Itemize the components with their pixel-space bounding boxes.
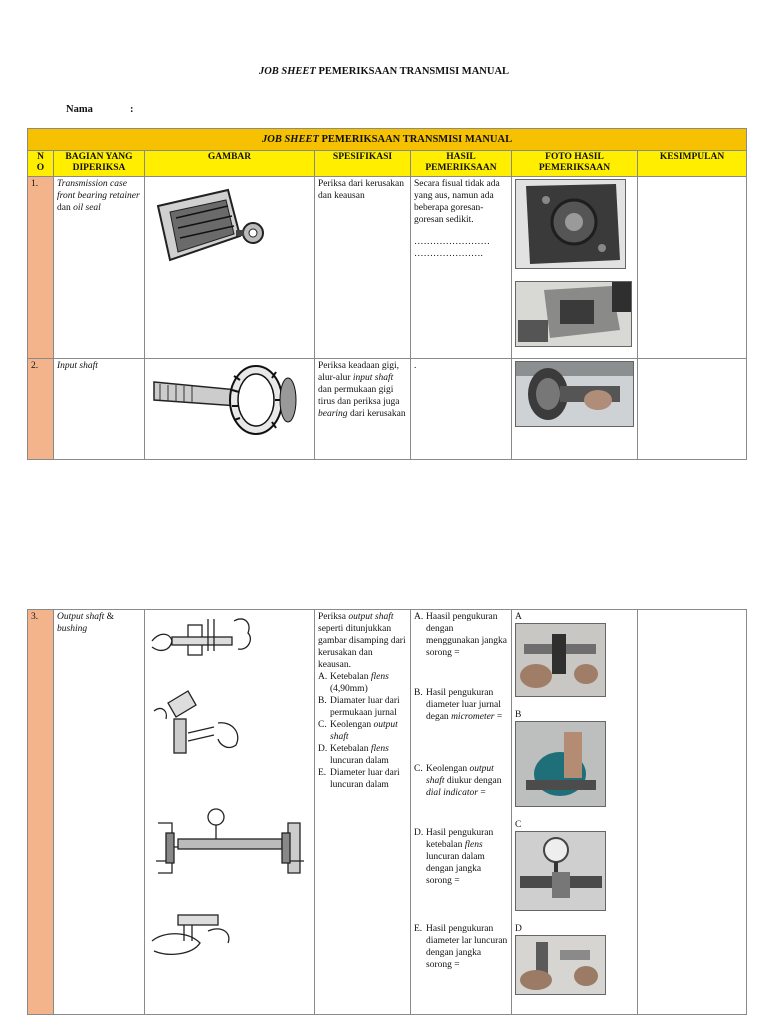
result-dots-2: …………………. [414, 249, 483, 259]
photo-c-dial-indicator [515, 831, 606, 911]
part-name-italic2: bushing [57, 624, 88, 634]
list-key: E. [318, 768, 327, 778]
list-item [318, 671, 407, 695]
list-text: Hasil pengukuran diameter lar luncuran dengan jangka sorong = [426, 924, 508, 970]
list-text: Hasil pengukuran ketebalan [426, 828, 494, 850]
list-item [318, 767, 407, 791]
photo-d-caliper [515, 935, 606, 995]
list-italic: flens [370, 744, 389, 754]
list-italic: micrometer [451, 712, 495, 722]
list-key: A. [414, 612, 424, 622]
list-text: Haasil pengukuran dengan menggunakan jangka sorong = [426, 612, 507, 658]
list-key: E. [414, 924, 423, 934]
list-key: C. [318, 720, 327, 730]
header-no [28, 151, 54, 177]
list-text: Hasil pengukuran diameter luar jurnal degan [426, 688, 501, 722]
photo-label-d: D [515, 924, 522, 934]
row-number: 2. [28, 359, 54, 460]
list-text: Ketebalan [330, 744, 371, 754]
list-item [414, 923, 508, 971]
photo-b-micrometer [515, 721, 606, 807]
spec-list [318, 671, 407, 791]
spec-text-1: Periksa keadaan gigi, alur-alur [318, 361, 399, 383]
photo-input-shaft [515, 361, 634, 427]
row-drawing [145, 177, 315, 359]
list-text-2: luncuran dalam dengan jangka sorong = [426, 852, 485, 886]
header-no-line2: O [36, 163, 45, 173]
list-text-2: luncuran dalam [330, 756, 389, 766]
part-name-rest: & [104, 612, 115, 622]
row-photo [512, 610, 638, 1015]
row-conclusion [638, 610, 747, 1015]
row-specification [315, 610, 411, 1015]
row-conclusion [638, 177, 747, 359]
row-conclusion [638, 359, 747, 460]
header-gambar: GAMBAR [145, 151, 315, 177]
list-text: Keolengan [426, 764, 470, 774]
name-colon: : [130, 104, 134, 115]
row-result [411, 610, 512, 1015]
row-part [54, 610, 145, 1015]
row-photo [512, 359, 638, 460]
spec-text-3: dari kerusakan [347, 409, 406, 419]
photo-label-c: C [515, 820, 522, 830]
list-italic: flens [370, 672, 389, 682]
header-spesifikasi: SPESIFIKASI [315, 151, 411, 177]
list-italic: output shaft [330, 720, 398, 742]
list-text: Diameter luar dari luncuran dalam [330, 768, 400, 790]
table-row [28, 359, 747, 460]
job-sheet-table-continued [27, 609, 747, 1015]
list-item [414, 763, 508, 827]
spec-italic-1: input shaft [352, 373, 394, 383]
list-text: Diamater luar dari permukaan jurnal [330, 696, 400, 718]
row-photo [512, 177, 638, 359]
row-number: 3. [28, 610, 54, 1015]
spec-intro-1: Periksa [318, 612, 349, 622]
list-key: A. [318, 672, 328, 682]
list-key: D. [318, 744, 328, 754]
photo-label-b: B [515, 710, 522, 720]
list-item [414, 827, 508, 923]
list-key: C. [414, 764, 423, 774]
spec-text-2: dan permukaan gigi tirus dan periksa juga [318, 385, 400, 407]
input-shaft-drawing [148, 360, 308, 440]
row-drawing [145, 610, 315, 1015]
row-result [411, 177, 512, 359]
list-key: B. [414, 688, 423, 698]
row-part [54, 359, 145, 460]
photo-label-a: A [515, 612, 522, 622]
list-italic: flens [464, 840, 483, 850]
header-no-line1: N [37, 152, 44, 162]
part-name-italic: Input shaft [57, 361, 98, 371]
list-text-3: = [478, 788, 486, 798]
document-title [0, 66, 768, 77]
list-italic-2: dial indicator [426, 788, 478, 798]
part-name-italic2: oil seal [73, 203, 101, 213]
result-list [414, 611, 508, 971]
document-title-rest: PEMERIKSAAN TRANSMISI MANUAL [315, 66, 510, 77]
list-key: D. [414, 828, 424, 838]
list-item [414, 611, 508, 687]
row-number: 1. [28, 177, 54, 359]
spec-intro-2: seperti ditunjukkan gambar disamping dari kerusakan dan keausan. [318, 624, 406, 670]
header-hasil: HASIL PEMERIKSAAN [411, 151, 512, 177]
list-item [414, 687, 508, 763]
result-text: Secara fisual tidak ada yang aus, namun ada beberapa goresan-goresan sedikit. [414, 179, 500, 225]
list-text: Keolengan [330, 720, 374, 730]
list-text-2: diukur dengan [444, 776, 502, 786]
spec-intro [318, 611, 407, 671]
row-specification: Periksa dari kerusakan dan keausan [315, 177, 411, 359]
list-text: Ketebalan [330, 672, 371, 682]
header-foto: FOTO HASIL PEMERIKSAAN [512, 151, 638, 177]
list-item [318, 695, 407, 719]
list-italic: output shaft [426, 764, 494, 786]
row-drawing [145, 359, 315, 460]
table-title-italic: JOB SHEET [261, 133, 319, 145]
row-part [54, 177, 145, 359]
part-name-italic: Output shaft [57, 612, 105, 622]
transmission-case-drawing [148, 178, 288, 273]
list-text-2: (4,90mm) [330, 684, 368, 694]
document-title-italic: JOB SHEET [258, 66, 316, 77]
header-bagian: BAGIAN YANG DIPERIKSA [54, 151, 145, 177]
name-label: Nama [66, 104, 93, 115]
list-key: B. [318, 696, 327, 706]
list-item [318, 743, 407, 767]
part-name-italic: Transmission case front bearing retainer [57, 179, 140, 201]
header-kesimpulan: KESIMPULAN [638, 151, 747, 177]
spec-italic-2: bearing [318, 409, 348, 419]
job-sheet-table [27, 128, 747, 460]
output-shaft-drawings [148, 611, 312, 1011]
list-item [318, 719, 407, 743]
photo-a-caliper [515, 623, 606, 697]
table-title-rest: PEMERIKSAAN TRANSMISI MANUAL [318, 133, 513, 145]
row-result: . [411, 359, 512, 460]
spec-intro-italic: output shaft [348, 612, 394, 622]
result-dots-1: …………………… [414, 237, 490, 247]
table-row [28, 610, 747, 1015]
photo-transmission-case [515, 179, 626, 269]
part-name-rest: dan [57, 203, 74, 213]
table-row [28, 177, 747, 359]
photo-bearing-retainer [515, 281, 632, 347]
row-specification [315, 359, 411, 460]
list-text-2: = [494, 712, 503, 722]
table-title [28, 129, 747, 151]
